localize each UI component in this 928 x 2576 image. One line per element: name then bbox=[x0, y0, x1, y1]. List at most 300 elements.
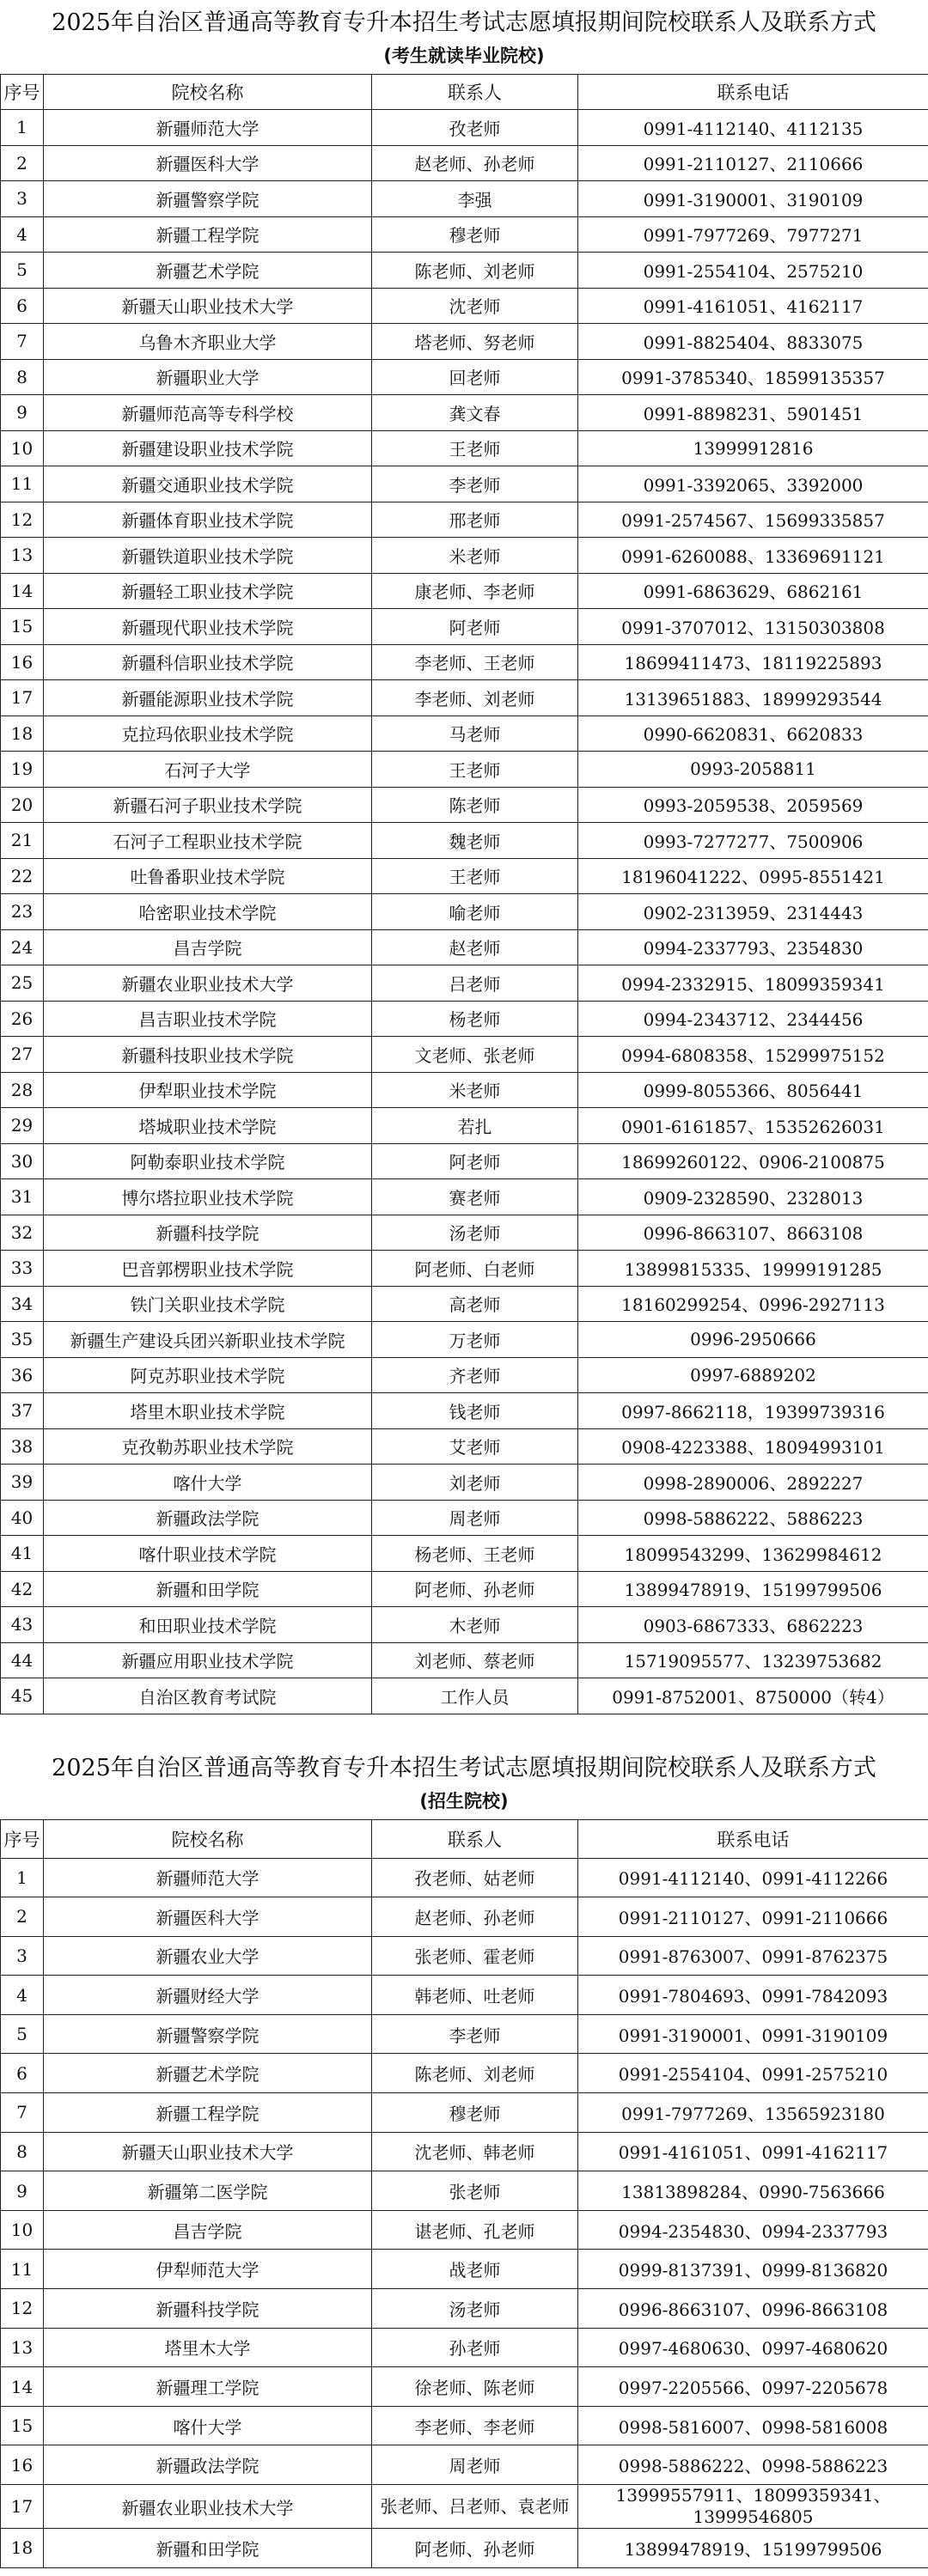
cell-index: 4 bbox=[1, 216, 44, 253]
cell-contact-person: 周老师 bbox=[372, 2445, 578, 2485]
table-row bbox=[1, 644, 928, 680]
cell-school-name: 巴音郭楞职业技术学院 bbox=[44, 1251, 372, 1287]
cell-contact-person: 米老师 bbox=[372, 1072, 578, 1108]
table-row bbox=[1, 1976, 928, 2015]
cell-school-name: 新疆体育职业技术学院 bbox=[44, 502, 372, 538]
cell-contact-person: 沈老师、韩老师 bbox=[372, 2132, 578, 2171]
cell-index: 32 bbox=[1, 1215, 44, 1251]
cell-contact-person: 穆老师 bbox=[372, 2093, 578, 2133]
cell-school-name: 伊犁师范大学 bbox=[44, 2250, 372, 2289]
cell-contact-person: 工作人员 bbox=[372, 1678, 578, 1714]
cell-school-name: 新疆农业大学 bbox=[44, 1936, 372, 1976]
table-row bbox=[1, 1897, 928, 1937]
cell-school-name: 新疆工程学院 bbox=[44, 2093, 372, 2133]
contacts-table-enrolling bbox=[0, 1819, 928, 2568]
table-row bbox=[1, 2406, 928, 2445]
cell-school-name: 新疆政法学院 bbox=[44, 1500, 372, 1536]
cell-school-name: 新疆医科大学 bbox=[44, 145, 372, 181]
cell-contact-person: 马老师 bbox=[372, 716, 578, 752]
cell-index: 23 bbox=[1, 894, 44, 930]
cell-school-name: 新疆轻工职业技术学院 bbox=[44, 573, 372, 609]
table-row bbox=[1, 894, 928, 930]
cell-phone: 0993-7277277、7500906 bbox=[578, 823, 928, 859]
cell-phone: 0991-2554104、2575210 bbox=[578, 253, 928, 289]
table-row bbox=[1, 787, 928, 823]
cell-phone: 0997-8662118，19399739316 bbox=[578, 1393, 928, 1429]
table-row bbox=[1, 2529, 928, 2568]
cell-index: 24 bbox=[1, 929, 44, 965]
cell-phone: 0991-2110127、2110666 bbox=[578, 145, 928, 181]
cell-phone: 0991-8752001、8750000（转4） bbox=[578, 1678, 928, 1714]
cell-phone: 0997-6889202 bbox=[578, 1357, 928, 1393]
table-header-row bbox=[1, 75, 928, 110]
cell-index: 11 bbox=[1, 466, 44, 502]
cell-contact-person: 塔老师、努老师 bbox=[372, 324, 578, 360]
cell-school-name: 新疆警察学院 bbox=[44, 2014, 372, 2054]
header-phone: 联系电话 bbox=[578, 1819, 928, 1858]
cell-school-name: 新疆农业职业技术大学 bbox=[44, 2485, 372, 2529]
cell-contact-person: 陈老师、刘老师 bbox=[372, 253, 578, 289]
cell-school-name: 昌吉学院 bbox=[44, 2210, 372, 2250]
cell-index: 8 bbox=[1, 2132, 44, 2171]
cell-contact-person: 李老师 bbox=[372, 466, 578, 502]
cell-contact-person: 王老师 bbox=[372, 752, 578, 788]
table-row bbox=[1, 752, 928, 788]
cell-contact-person: 齐老师 bbox=[372, 1357, 578, 1393]
cell-school-name: 新疆第二医学院 bbox=[44, 2171, 372, 2211]
cell-index: 43 bbox=[1, 1607, 44, 1643]
table-row bbox=[1, 430, 928, 466]
cell-phone: 0991-3392065、3392000 bbox=[578, 466, 928, 502]
table-row bbox=[1, 2014, 928, 2054]
cell-contact-person: 刘老师、蔡老师 bbox=[372, 1642, 578, 1678]
cell-contact-person: 赵老师 bbox=[372, 929, 578, 965]
cell-school-name: 塔里木大学 bbox=[44, 2328, 372, 2367]
cell-phone: 0994-2354830、0994-2337793 bbox=[578, 2210, 928, 2250]
cell-school-name: 喀什大学 bbox=[44, 1465, 372, 1501]
cell-school-name: 博尔塔拉职业技术学院 bbox=[44, 1179, 372, 1215]
cell-index: 3 bbox=[1, 181, 44, 217]
table-row bbox=[1, 680, 928, 716]
cell-contact-person: 阿老师、白老师 bbox=[372, 1251, 578, 1287]
cell-index: 13 bbox=[1, 2328, 44, 2367]
cell-school-name: 新疆科技学院 bbox=[44, 1215, 372, 1251]
table-row bbox=[1, 1428, 928, 1465]
table-row bbox=[1, 2210, 928, 2250]
cell-contact-person: 回老师 bbox=[372, 359, 578, 395]
table-row bbox=[1, 1001, 928, 1037]
cell-school-name: 新疆天山职业技术大学 bbox=[44, 2132, 372, 2171]
cell-school-name: 新疆工程学院 bbox=[44, 216, 372, 253]
header-school: 院校名称 bbox=[44, 75, 372, 110]
cell-school-name: 新疆和田学院 bbox=[44, 2529, 372, 2568]
cell-phone: 18699260122、0906-2100875 bbox=[578, 1143, 928, 1179]
cell-school-name: 新疆师范高等专科学校 bbox=[44, 395, 372, 431]
cell-school-name: 新疆和田学院 bbox=[44, 1571, 372, 1607]
cell-contact-person: 李老师、王老师 bbox=[372, 644, 578, 680]
cell-index: 40 bbox=[1, 1500, 44, 1536]
table-row bbox=[1, 2485, 928, 2529]
cell-index: 17 bbox=[1, 680, 44, 716]
table-row bbox=[1, 1936, 928, 1976]
table-row bbox=[1, 2054, 928, 2093]
cell-contact-person: 阿老师 bbox=[372, 609, 578, 645]
cell-contact-person: 赵老师、孙老师 bbox=[372, 145, 578, 181]
table-row bbox=[1, 1251, 928, 1287]
cell-index: 22 bbox=[1, 858, 44, 894]
cell-phone: 0902-2313959、2314443 bbox=[578, 894, 928, 930]
cell-phone: 0996-2950666 bbox=[578, 1322, 928, 1358]
cell-phone: 0903-6867333、6862223 bbox=[578, 1607, 928, 1643]
cell-school-name: 塔城职业技术学院 bbox=[44, 1108, 372, 1144]
cell-index: 4 bbox=[1, 1976, 44, 2015]
cell-phone: 0908-4223388、18094993101 bbox=[578, 1428, 928, 1465]
table-row bbox=[1, 1858, 928, 1897]
cell-index: 27 bbox=[1, 1037, 44, 1073]
cell-index: 33 bbox=[1, 1251, 44, 1287]
cell-phone: 0991-7977269、13565923180 bbox=[578, 2093, 928, 2133]
cell-phone: 0991-4161051、0991-4162117 bbox=[578, 2132, 928, 2171]
cell-contact-person: 徐老师、陈老师 bbox=[372, 2367, 578, 2407]
cell-index: 15 bbox=[1, 609, 44, 645]
cell-index: 34 bbox=[1, 1286, 44, 1322]
table-row bbox=[1, 2250, 928, 2289]
table-row bbox=[1, 110, 928, 146]
cell-index: 26 bbox=[1, 1001, 44, 1037]
cell-school-name: 新疆科技职业技术学院 bbox=[44, 1037, 372, 1073]
cell-phone: 0991-3190001、0991-3190109 bbox=[578, 2014, 928, 2054]
cell-index: 39 bbox=[1, 1465, 44, 1501]
cell-phone: 0991-7804693、0991-7842093 bbox=[578, 1976, 928, 2015]
cell-phone: 0996-8663107、8663108 bbox=[578, 1215, 928, 1251]
cell-index: 7 bbox=[1, 2093, 44, 2133]
header-contact: 联系人 bbox=[372, 1819, 578, 1858]
cell-contact-person: 沈老师 bbox=[372, 288, 578, 324]
header-index: 序号 bbox=[1, 75, 44, 110]
cell-contact-person: 孙老师 bbox=[372, 2328, 578, 2367]
cell-phone: 0997-2205566、0997-2205678 bbox=[578, 2367, 928, 2407]
table-row bbox=[1, 253, 928, 289]
table-row bbox=[1, 395, 928, 431]
table-row bbox=[1, 1108, 928, 1144]
section-gap bbox=[0, 1714, 928, 1745]
cell-school-name: 新疆理工学院 bbox=[44, 2367, 372, 2407]
cell-contact-person: 周老师 bbox=[372, 1500, 578, 1536]
cell-school-name: 新疆师范大学 bbox=[44, 110, 372, 146]
table-row bbox=[1, 1072, 928, 1108]
table-row bbox=[1, 858, 928, 894]
cell-phone: 0994-2343712、2344456 bbox=[578, 1001, 928, 1037]
cell-contact-person: 邢老师 bbox=[372, 502, 578, 538]
cell-phone: 13813898284、0990-7563666 bbox=[578, 2171, 928, 2211]
cell-contact-person: 李老师、刘老师 bbox=[372, 680, 578, 716]
cell-contact-person: 魏老师 bbox=[372, 823, 578, 859]
cell-school-name: 新疆政法学院 bbox=[44, 2445, 372, 2485]
table-row bbox=[1, 573, 928, 609]
cell-phone: 13999557911、18099359341、13999546805 bbox=[578, 2485, 928, 2529]
cell-index: 6 bbox=[1, 288, 44, 324]
cell-school-name: 新疆建设职业技术学院 bbox=[44, 430, 372, 466]
cell-index: 10 bbox=[1, 430, 44, 466]
cell-index: 41 bbox=[1, 1536, 44, 1572]
table-row bbox=[1, 2132, 928, 2171]
cell-phone: 0994-6808358、15299975152 bbox=[578, 1037, 928, 1073]
cell-phone: 0997-4680630、0997-4680620 bbox=[578, 2328, 928, 2367]
cell-contact-person: 张老师、霍老师 bbox=[372, 1936, 578, 1976]
cell-contact-person: 米老师 bbox=[372, 538, 578, 574]
cell-phone: 0991-6863629、6862161 bbox=[578, 573, 928, 609]
cell-contact-person: 孜老师 bbox=[372, 110, 578, 146]
cell-contact-person: 穆老师 bbox=[372, 216, 578, 253]
cell-school-name: 石河子大学 bbox=[44, 752, 372, 788]
cell-index: 10 bbox=[1, 2210, 44, 2250]
cell-phone: 0991-4161051、4162117 bbox=[578, 288, 928, 324]
header-contact: 联系人 bbox=[372, 75, 578, 110]
cell-phone: 0999-8055366、8056441 bbox=[578, 1072, 928, 1108]
cell-phone: 0996-8663107、0996-8663108 bbox=[578, 2289, 928, 2329]
cell-contact-person: 汤老师 bbox=[372, 1215, 578, 1251]
cell-contact-person: 陈老师 bbox=[372, 787, 578, 823]
cell-school-name: 新疆艺术学院 bbox=[44, 2054, 372, 2093]
table-row bbox=[1, 1037, 928, 1073]
cell-school-name: 喀什职业技术学院 bbox=[44, 1536, 372, 1572]
cell-index: 11 bbox=[1, 2250, 44, 2289]
cell-school-name: 吐鲁番职业技术学院 bbox=[44, 858, 372, 894]
cell-index: 3 bbox=[1, 1936, 44, 1976]
cell-school-name: 新疆警察学院 bbox=[44, 181, 372, 217]
cell-phone: 15719095577、13239753682 bbox=[578, 1642, 928, 1678]
table-row bbox=[1, 1215, 928, 1251]
cell-contact-person: 万老师 bbox=[372, 1322, 578, 1358]
cell-index: 1 bbox=[1, 1858, 44, 1897]
cell-school-name: 哈密职业技术学院 bbox=[44, 894, 372, 930]
cell-contact-person: 谌老师、孔老师 bbox=[372, 2210, 578, 2250]
table-row bbox=[1, 288, 928, 324]
header-index: 序号 bbox=[1, 1819, 44, 1858]
table-row bbox=[1, 2093, 928, 2133]
cell-contact-person: 若扎 bbox=[372, 1108, 578, 1144]
table-row bbox=[1, 216, 928, 253]
table-row bbox=[1, 1357, 928, 1393]
table-row bbox=[1, 1393, 928, 1429]
cell-school-name: 克孜勒苏职业技术学院 bbox=[44, 1428, 372, 1465]
cell-phone: 0998-5886222、0998-5886223 bbox=[578, 2445, 928, 2485]
cell-phone: 0991-2574567、15699335857 bbox=[578, 502, 928, 538]
cell-contact-person: 刘老师 bbox=[372, 1465, 578, 1501]
cell-phone: 18196041222、0995-8551421 bbox=[578, 858, 928, 894]
cell-contact-person: 阿老师、孙老师 bbox=[372, 2529, 578, 2568]
cell-index: 25 bbox=[1, 965, 44, 1002]
cell-index: 9 bbox=[1, 2171, 44, 2211]
cell-contact-person: 阿老师 bbox=[372, 1143, 578, 1179]
section1-subtitle: (考生就读毕业院校) bbox=[383, 46, 545, 66]
cell-index: 5 bbox=[1, 253, 44, 289]
cell-contact-person: 李老师、李老师 bbox=[372, 2406, 578, 2445]
table-row bbox=[1, 1286, 928, 1322]
cell-phone: 13139651883、18999293544 bbox=[578, 680, 928, 716]
cell-phone: 0991-4112140、0991-4112266 bbox=[578, 1858, 928, 1897]
cell-index: 1 bbox=[1, 110, 44, 146]
cell-phone: 0999-8137391、0999-8136820 bbox=[578, 2250, 928, 2289]
cell-phone: 0991-7977269、7977271 bbox=[578, 216, 928, 253]
cell-index: 18 bbox=[1, 716, 44, 752]
table-row bbox=[1, 1678, 928, 1714]
table-row bbox=[1, 359, 928, 395]
cell-phone: 0991-3707012、13150303808 bbox=[578, 609, 928, 645]
cell-school-name: 新疆艺术学院 bbox=[44, 253, 372, 289]
cell-school-name: 喀什大学 bbox=[44, 2406, 372, 2445]
cell-contact-person: 艾老师 bbox=[372, 1428, 578, 1465]
cell-school-name: 新疆能源职业技术学院 bbox=[44, 680, 372, 716]
cell-school-name: 乌鲁木齐职业大学 bbox=[44, 324, 372, 360]
table-header-row bbox=[1, 1819, 928, 1858]
cell-school-name: 自治区教育考试院 bbox=[44, 1678, 372, 1714]
table-row bbox=[1, 1642, 928, 1678]
cell-index: 18 bbox=[1, 2529, 44, 2568]
cell-index: 16 bbox=[1, 2445, 44, 2485]
cell-school-name: 昌吉职业技术学院 bbox=[44, 1001, 372, 1037]
table-row bbox=[1, 2171, 928, 2211]
cell-index: 45 bbox=[1, 1678, 44, 1714]
cell-phone: 0998-5886222、5886223 bbox=[578, 1500, 928, 1536]
cell-contact-person: 张老师、吕老师、袁老师 bbox=[372, 2485, 578, 2529]
cell-index: 30 bbox=[1, 1143, 44, 1179]
cell-phone: 13899478919、15199799506 bbox=[578, 2529, 928, 2568]
table-row bbox=[1, 1607, 928, 1643]
cell-index: 38 bbox=[1, 1428, 44, 1465]
cell-phone: 13999912816 bbox=[578, 430, 928, 466]
cell-phone: 13899815335、19999191285 bbox=[578, 1251, 928, 1287]
cell-index: 13 bbox=[1, 538, 44, 574]
cell-index: 8 bbox=[1, 359, 44, 395]
cell-school-name: 新疆科技学院 bbox=[44, 2289, 372, 2329]
cell-index: 29 bbox=[1, 1108, 44, 1144]
cell-index: 19 bbox=[1, 752, 44, 788]
table-row bbox=[1, 502, 928, 538]
table-row bbox=[1, 1322, 928, 1358]
cell-phone: 0994-2332915、18099359341 bbox=[578, 965, 928, 1002]
table-row bbox=[1, 965, 928, 1002]
cell-index: 9 bbox=[1, 395, 44, 431]
cell-phone: 0991-2554104、0991-2575210 bbox=[578, 2054, 928, 2093]
cell-school-name: 新疆石河子职业技术学院 bbox=[44, 787, 372, 823]
cell-phone: 0994-2337793、2354830 bbox=[578, 929, 928, 965]
cell-index: 35 bbox=[1, 1322, 44, 1358]
cell-index: 14 bbox=[1, 2367, 44, 2407]
cell-school-name: 新疆科信职业技术学院 bbox=[44, 644, 372, 680]
section1-title: 2025年自治区普通高等教育专升本招生考试志愿填报期间院校联系人及联系方式 bbox=[52, 9, 876, 36]
table-row bbox=[1, 145, 928, 181]
cell-phone: 0909-2328590、2328013 bbox=[578, 1179, 928, 1215]
cell-index: 15 bbox=[1, 2406, 44, 2445]
cell-contact-person: 汤老师 bbox=[372, 2289, 578, 2329]
cell-index: 5 bbox=[1, 2014, 44, 2054]
header-school: 院校名称 bbox=[44, 1819, 372, 1858]
cell-index: 16 bbox=[1, 644, 44, 680]
cell-contact-person: 战老师 bbox=[372, 2250, 578, 2289]
cell-contact-person: 龚文春 bbox=[372, 395, 578, 431]
cell-contact-person: 文老师、张老师 bbox=[372, 1037, 578, 1073]
cell-phone: 0991-3785340、18599135357 bbox=[578, 359, 928, 395]
header-phone: 联系电话 bbox=[578, 75, 928, 110]
cell-school-name: 新疆医科大学 bbox=[44, 1897, 372, 1937]
cell-index: 2 bbox=[1, 1897, 44, 1937]
cell-contact-person: 吕老师 bbox=[372, 965, 578, 1002]
section2-subtitle: (招生院校) bbox=[419, 1790, 509, 1812]
cell-index: 7 bbox=[1, 324, 44, 360]
cell-contact-person: 阿老师、孙老师 bbox=[372, 1571, 578, 1607]
cell-phone: 0993-2059538、2059569 bbox=[578, 787, 928, 823]
cell-contact-person: 杨老师、王老师 bbox=[372, 1536, 578, 1572]
cell-phone: 13899478919、15199799506 bbox=[578, 1571, 928, 1607]
cell-contact-person: 陈老师、刘老师 bbox=[372, 2054, 578, 2093]
cell-school-name: 伊犁职业技术学院 bbox=[44, 1072, 372, 1108]
cell-contact-person: 张老师 bbox=[372, 2171, 578, 2211]
table-row bbox=[1, 2328, 928, 2367]
cell-index: 37 bbox=[1, 1393, 44, 1429]
section-enrolling-schools bbox=[0, 1745, 928, 2568]
cell-contact-person: 赛老师 bbox=[372, 1179, 578, 1215]
cell-phone: 0998-5816007、0998-5816008 bbox=[578, 2406, 928, 2445]
table-row bbox=[1, 929, 928, 965]
cell-school-name: 新疆生产建设兵团兴新职业技术学院 bbox=[44, 1322, 372, 1358]
cell-school-name: 新疆职业大学 bbox=[44, 359, 372, 395]
cell-contact-person: 李强 bbox=[372, 181, 578, 217]
table-row bbox=[1, 2445, 928, 2485]
cell-school-name: 铁门关职业技术学院 bbox=[44, 1286, 372, 1322]
cell-index: 6 bbox=[1, 2054, 44, 2093]
cell-contact-person: 康老师、李老师 bbox=[372, 573, 578, 609]
cell-contact-person: 李老师 bbox=[372, 2014, 578, 2054]
table-row bbox=[1, 538, 928, 574]
cell-school-name: 新疆铁道职业技术学院 bbox=[44, 538, 372, 574]
cell-school-name: 塔里木职业技术学院 bbox=[44, 1393, 372, 1429]
section2-title: 2025年自治区普通高等教育专升本招生考试志愿填报期间院校联系人及联系方式 bbox=[52, 1754, 876, 1781]
cell-contact-person: 王老师 bbox=[372, 858, 578, 894]
cell-school-name: 石河子工程职业技术学院 bbox=[44, 823, 372, 859]
cell-school-name: 新疆交通职业技术学院 bbox=[44, 466, 372, 502]
cell-contact-person: 韩老师、吐老师 bbox=[372, 1976, 578, 2015]
cell-school-name: 克拉玛依职业技术学院 bbox=[44, 716, 372, 752]
cell-school-name: 昌吉学院 bbox=[44, 929, 372, 965]
cell-phone: 18699411473、18119225893 bbox=[578, 644, 928, 680]
cell-index: 36 bbox=[1, 1357, 44, 1393]
cell-school-name: 新疆应用职业技术学院 bbox=[44, 1642, 372, 1678]
cell-phone: 0991-8825404、8833075 bbox=[578, 324, 928, 360]
table-row bbox=[1, 1179, 928, 1215]
cell-contact-person: 王老师 bbox=[372, 430, 578, 466]
cell-index: 12 bbox=[1, 2289, 44, 2329]
cell-index: 12 bbox=[1, 502, 44, 538]
cell-phone: 0991-6260088、13369691121 bbox=[578, 538, 928, 574]
table-row bbox=[1, 609, 928, 645]
table-row bbox=[1, 2367, 928, 2407]
cell-contact-person: 木老师 bbox=[372, 1607, 578, 1643]
table-row bbox=[1, 1536, 928, 1572]
cell-school-name: 阿克苏职业技术学院 bbox=[44, 1357, 372, 1393]
cell-phone: 0993-2058811 bbox=[578, 752, 928, 788]
cell-index: 20 bbox=[1, 787, 44, 823]
cell-contact-person: 赵老师、孙老师 bbox=[372, 1897, 578, 1937]
cell-phone: 0991-3190001、3190109 bbox=[578, 181, 928, 217]
cell-index: 44 bbox=[1, 1642, 44, 1678]
cell-school-name: 新疆农业职业技术大学 bbox=[44, 965, 372, 1002]
cell-phone: 0998-2890006、2892227 bbox=[578, 1465, 928, 1501]
cell-contact-person: 杨老师 bbox=[372, 1001, 578, 1037]
table-row bbox=[1, 466, 928, 502]
table-row bbox=[1, 2289, 928, 2329]
cell-school-name: 阿勒泰职业技术学院 bbox=[44, 1143, 372, 1179]
